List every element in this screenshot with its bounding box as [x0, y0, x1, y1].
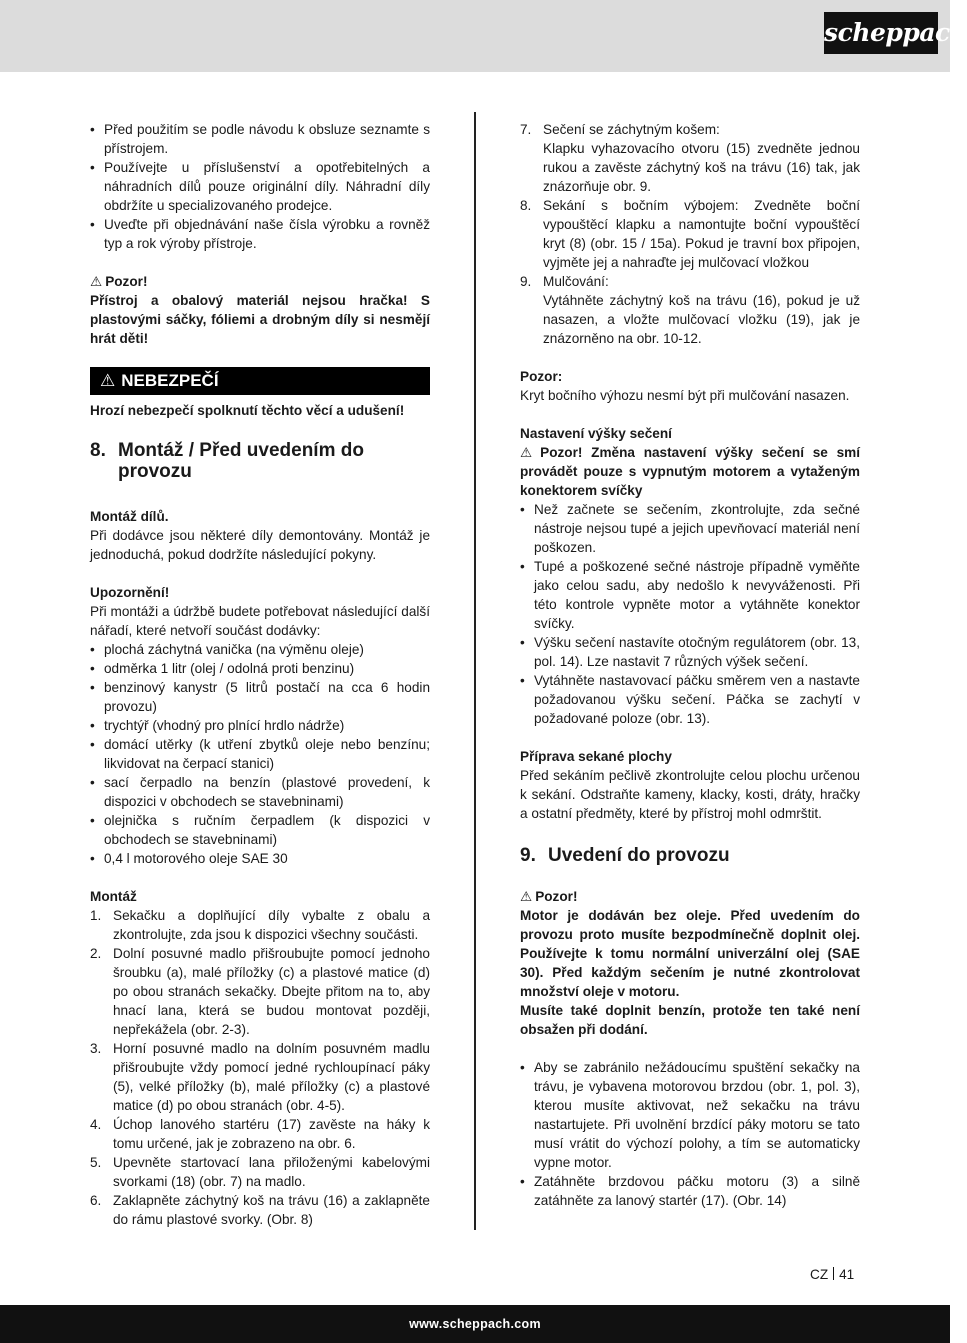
subheading: Montáž dílů. — [90, 509, 169, 524]
warning-triangle-icon: ⚠ — [520, 445, 538, 460]
brand-logo: scheppach — [824, 12, 938, 54]
list-item: 7. Sečení se záchytným košem: Klapku vyhazovacího otvoru (15) zvedněte jednou rukou a zavěste záchytný koš na trávu (16) tak, jak znázorňuje obr. 9. — [520, 122, 860, 194]
list-item: • odměrka 1 litr (olej / odolná proti benzinu) — [90, 659, 430, 678]
danger-text: Hrozí nebezpečí spolknutí těchto věcí a udušení! — [90, 403, 405, 418]
list-item: • Uveďte při objednávání naše čísla výrobku a rovněž typ a rok výroby přístroje. — [90, 215, 430, 253]
list-item: • Před použitím se podle návodu k obsluze seznamte s přístrojem. — [90, 120, 430, 158]
footer-url[interactable]: www.scheppach.com — [0, 1305, 950, 1343]
subheading: Příprava sekané plochy — [520, 749, 672, 764]
tools-list — [90, 640, 430, 868]
list-item: • Tupé a poškozené sečné nástroje případně vyměňte jako celou sadu, aby nedošlo k nevyváženosti. Při této kontrole vypněte motor a vytáhněte konektor svíčky. — [520, 557, 860, 633]
assembly-steps — [90, 906, 430, 1229]
list-item: • 0,4 l motorového oleje SAE 30 — [90, 849, 430, 868]
warning-title: ⚠ Pozor! — [520, 889, 578, 904]
list-item: • Vytáhněte nastavovací páčku směrem ven a nastavte požadovanou výšku sečení. Páčka se zachytí v požadované poloze (obr. 13). — [520, 671, 860, 728]
page-number: CZ 41 — [810, 1267, 855, 1282]
height-bullet-list — [520, 500, 860, 728]
list-item: • Používejte u příslušenství a opotřebitelných a náhradních dílů pouze originální díly. Náhradní díly obdržíte u specializovaného prodejce. — [90, 158, 430, 215]
list-item: 1. Sekačku a doplňující díly vybalte z obalu a zkontrolujte, zda jsou k dispozici všechny součásti. — [90, 908, 430, 942]
section-8-heading: 8. Montáž / Před uvedením do provozu — [90, 440, 364, 482]
list-item: 6. Zaklapněte záchytný koš na trávu (16) a zaklapněte do rámu plastové svorky. (Obr. 8) — [90, 1193, 430, 1227]
list-item: • Než začnete se sečením, zkontrolujte, zda sečné nástroje nejsou tupé a jejich upevňovací materiál není poškozen. — [520, 500, 860, 557]
list-item: • sací čerpadlo na benzín (plastové provedení, k dispozici v obchodech se stavebninami) — [90, 773, 430, 811]
warning-triangle-icon: ⚠ — [100, 371, 116, 390]
paragraph: Před sekáním pečlivě zkontrolujte celou plochu určenou k sekání. Odstraňte kameny, klacky, kosti, dráty, hračky a ostatní předměty, které by přístroj mohl odmrštit. — [520, 768, 860, 821]
header-band — [0, 0, 950, 72]
warning-text: Musíte také doplnit benzín, protože ten také není obsažen při dodání. — [520, 1003, 860, 1037]
section-9-heading: 9. Uvedení do provozu — [520, 845, 730, 866]
warning-triangle-icon: ⚠ — [520, 889, 533, 904]
list-item: • trychtýř (vhodný pro plnící hrdlo nádrže) — [90, 716, 430, 735]
list-item: • Zatáhněte brzdovou páčku motoru (3) a silně zatáhněte za lanový startér (17). (Obr. 14) — [520, 1172, 860, 1210]
start-bullet-list — [520, 1058, 860, 1210]
list-item: 4. Úchop lanového startéru (17) zavěste na háky k tomu určené, jak je zobrazeno na obr. 6. — [90, 1117, 430, 1151]
subheading: Pozor: — [520, 369, 563, 384]
list-item: • Aby se zabránilo nežádoucímu spuštění sekačky na trávu, je vybavena motorovou brzdou (obr. 1, pol. 3), kterou musíte aktivovat, než sekačku na trávu nastartujete. Při uvolnění brzdící páky motoru se tato musí vrátit do výchozí polohy, a tím se automaticky vypne motor. — [520, 1058, 860, 1172]
danger-banner: ⚠ NEBEZPEČÍ — [90, 367, 430, 395]
column-divider — [474, 112, 476, 1230]
paragraph: Při dodávce jsou některé díly demontovány. Montáž je jednoduchá, pokud dodržíte následující pokyny. — [90, 528, 430, 562]
list-item: • benzinový kanystr (5 litrů postačí na cca 6 hodin provozu) — [90, 678, 430, 716]
list-item: • Výšku sečení nastavíte otočným regulátorem (obr. 13, pol. 14). Lze nastavit 7 různých výšek sečení. — [520, 633, 860, 671]
list-item: 3. Horní posuvné madlo na dolním posuvném madlu přišroubujte vždy pomocí jedné rychloupínací páky (5), velké příložky (b), malé příložky (c) a plastové matice (d) po obou stranách (obr. 4-5). — [90, 1041, 430, 1113]
list-item: • plochá záchytná vanička (na výměnu oleje) — [90, 640, 430, 659]
assembly-steps-continued — [520, 120, 860, 348]
right-column — [520, 120, 860, 1210]
paragraph: Kryt bočního výhozu nesmí být při mulčování nasazen. — [520, 388, 850, 403]
list-item: 5. Upevněte startovací lana přiloženými kabelovými svorkami (18) (obr. 7) na madlo. — [90, 1155, 430, 1189]
left-column — [90, 120, 430, 1229]
warning-text: Motor je dodáván bez oleje. Před uvedením do provozu proto musíte bezpodmínečně doplnit olej. Používejte k tomu normální univerzální olej (SAE 30). Před každým sečením je nutné zkontrolovat množství oleje v motoru. — [520, 908, 860, 999]
warning-title: ⚠ Pozor! — [90, 274, 148, 289]
list-item: • olejnička s ručním čerpadlem (k dispozici v obchodech se stavebninami) — [90, 811, 430, 849]
list-item: 2. Dolní posuvné madlo přišroubujte pomocí jednoho šroubku (a), malé příložky (c) a plastové matice (d) po obou stranách sekačky. Dbejte přitom na to, aby hnací lana, která se budou montovat později, nepřekážela (obr. 2-3). — [90, 946, 430, 1037]
subheading: Montáž — [90, 889, 137, 904]
list-item: • domácí utěrky (k utření zbytků oleje nebo benzínu; likvidovat na čerpací stanici) — [90, 735, 430, 773]
warning-text: Přístroj a obalový materiál nejsou hračka! S plastovými sáčky, fóliemi a drobným díly si nesmějí hrát děti! — [90, 293, 430, 346]
paragraph: Při montáži a údržbě budete potřebovat následující další nářadí, které netvoří součást dodávky: — [90, 604, 430, 638]
warning-text: ⚠ Pozor! Změna nastavení výšky sečení se smí provádět pouze s vypnutým motorem a vytaženým konektorem svíčky — [520, 445, 860, 498]
intro-bullet-list — [90, 120, 430, 253]
subheading: Nastavení výšky sečení — [520, 426, 672, 441]
subheading: Upozornění! — [90, 585, 170, 600]
list-item: 9. Mulčování: Vytáhněte záchytný koš na trávu (16), pokud je už nasazen, a vložte mulčovací vložku (19), jak je znázorněno na obr. 10-12. — [520, 274, 860, 346]
warning-triangle-icon: ⚠ — [90, 274, 103, 289]
list-item: 8. Sekání s bočním výbojem: Zvedněte boční vypouštěcí klapku a namontujte boční vypouštěcí kryt (8) (obr. 15 / 15a). Pokud je travní box připojen, vyjměte jej a nahraďte jej mulčovací vložkou — [520, 198, 860, 270]
